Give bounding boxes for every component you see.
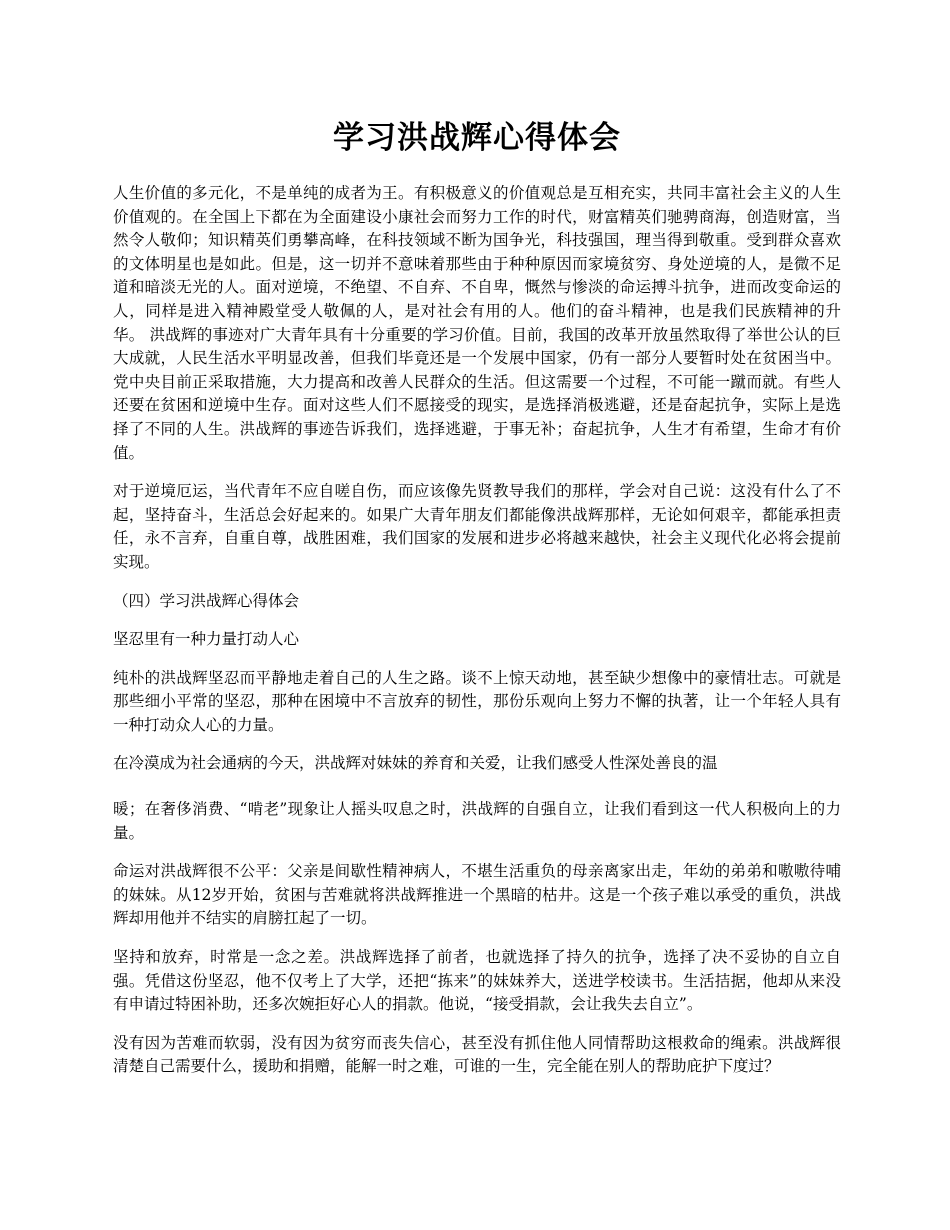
section-heading: （四）学习洪战辉心得体会 — [113, 591, 300, 610]
paragraph: 在冷漠成为社会通病的今天，洪战辉对妹妹的养育和关爱，让我们感受人性深处善良的温 — [113, 754, 718, 773]
document-title: 学习洪战辉心得体会 — [333, 120, 621, 156]
paragraph: 对于逆境厄运，当代青年不应自嗟自伤，而应该像先贤教导我们的那样，学会对自己说：这没有什么了不起，坚持奋斗，生活总会好起来的。如果广大青年朋友们都能像洪战辉那样，无论如何艰辛，都能承担责任，永不言弃，自重自尊，战胜困难，我们国家的发展和进步必将越来越快，社会主义现代化必将会提前实现。 — [113, 482, 841, 571]
paragraph: 命运对洪战辉很不公平：父亲是间歇性精神病人，不堪生活重负的母亲离家出走，年幼的弟弟和嗷嗷待哺的妹妹。从12岁开始，贫困与苦难就将洪战辉推进一个黑暗的枯井。这是一个孩子难以承受的重负，洪战辉却用他并不结实的肩膀扛起了一切。 — [113, 862, 841, 928]
paragraph: 没有因为苦难而软弱，没有因为贫穷而丧失信心，甚至没有抓住他人同情帮助这根救命的绳索。洪战辉很清楚自己需要什么，援助和捐赠，能解一时之难，可谁的一生，完全能在别人的帮助庇护下度过？ — [113, 1033, 841, 1076]
paragraph: 坚持和放弃，时常是一念之差。洪战辉选择了前者，也就选择了持久的抗争，选择了决不妥协的自立自强。凭借这份坚忍，他不仅考上了大学，还把“拣来”的妹妹养大，送进学校读书。生活拮据，他却从来没有申请过特困补助，还多次婉拒好心人的捐款。他说，“接受捐款，会让我失去自立”。 — [113, 948, 841, 1014]
paragraph: 纯朴的洪战辉坚忍而平静地走着自己的人生之路。谈不上惊天动地，甚至缺少想像中的豪情壮志。可就是那些细小平常的坚忍，那种在困境中不言放弃的韧性，那份乐观向上努力不懈的执著，让一个年轻人具有一种打动众人心的力量。 — [113, 668, 841, 734]
document-page — [113, 0, 841, 1094]
paragraph: 人生价值的多元化，不是单纯的成者为王。有积极意义的价值观总是互相充实，共同丰富社会主义的人生价值观的。在全国上下都在为全面建设小康社会而努力工作的时代，财富精英们驰骋商海，创造财富，当然令人敬仰；知识精英们勇攀高峰，在科技领域不断为国争光，科技强国，理当得到敬重。受到群众喜欢的文体明星也是如此。但是，这一切并不意味着那些由于种种原因而家境贫穷、身处逆境的人，是微不足道和暗淡无光的人。面对逆境，不绝望、不自弃、不自卑，慨然与惨淡的命运搏斗抗争，进而改变命运的人，同样是进入精神殿堂受人敬佩的人，是对社会有用的人。他们的奋斗精神，也是我们民族精神的升华。 洪战辉的事迹对广大青年具有十分重要的学习价值。目前，我国的改革开放虽然取得了举世公认的巨大成就，人民生活水平明显改善，但我们毕竟还是一个发展中国家，仍有一部分人要暂时处在贫困当中。党中央目前正采取措施，大力提高和改善人民群众的生活。但这需要一个过程，不可能一蹴而就。有些人还要在贫困和逆境中生存。面对这些人们不愿接受的现实，是选择消极逃避，还是奋起抗争，实际上是选择了不同的人生。洪战辉的事迹告诉我们，选择逃避，于事无补；奋起抗争，人生才有希望，生命才有价值。 — [113, 184, 841, 462]
subheading: 坚忍里有一种力量打动人心 — [113, 630, 300, 649]
paragraph: 暖；在奢侈消费、“啃老”现象让人摇头叹息之时，洪战辉的自强自立，让我们看到这一代人积极向上的力量。 — [113, 800, 841, 842]
document-body — [113, 182, 841, 1079]
